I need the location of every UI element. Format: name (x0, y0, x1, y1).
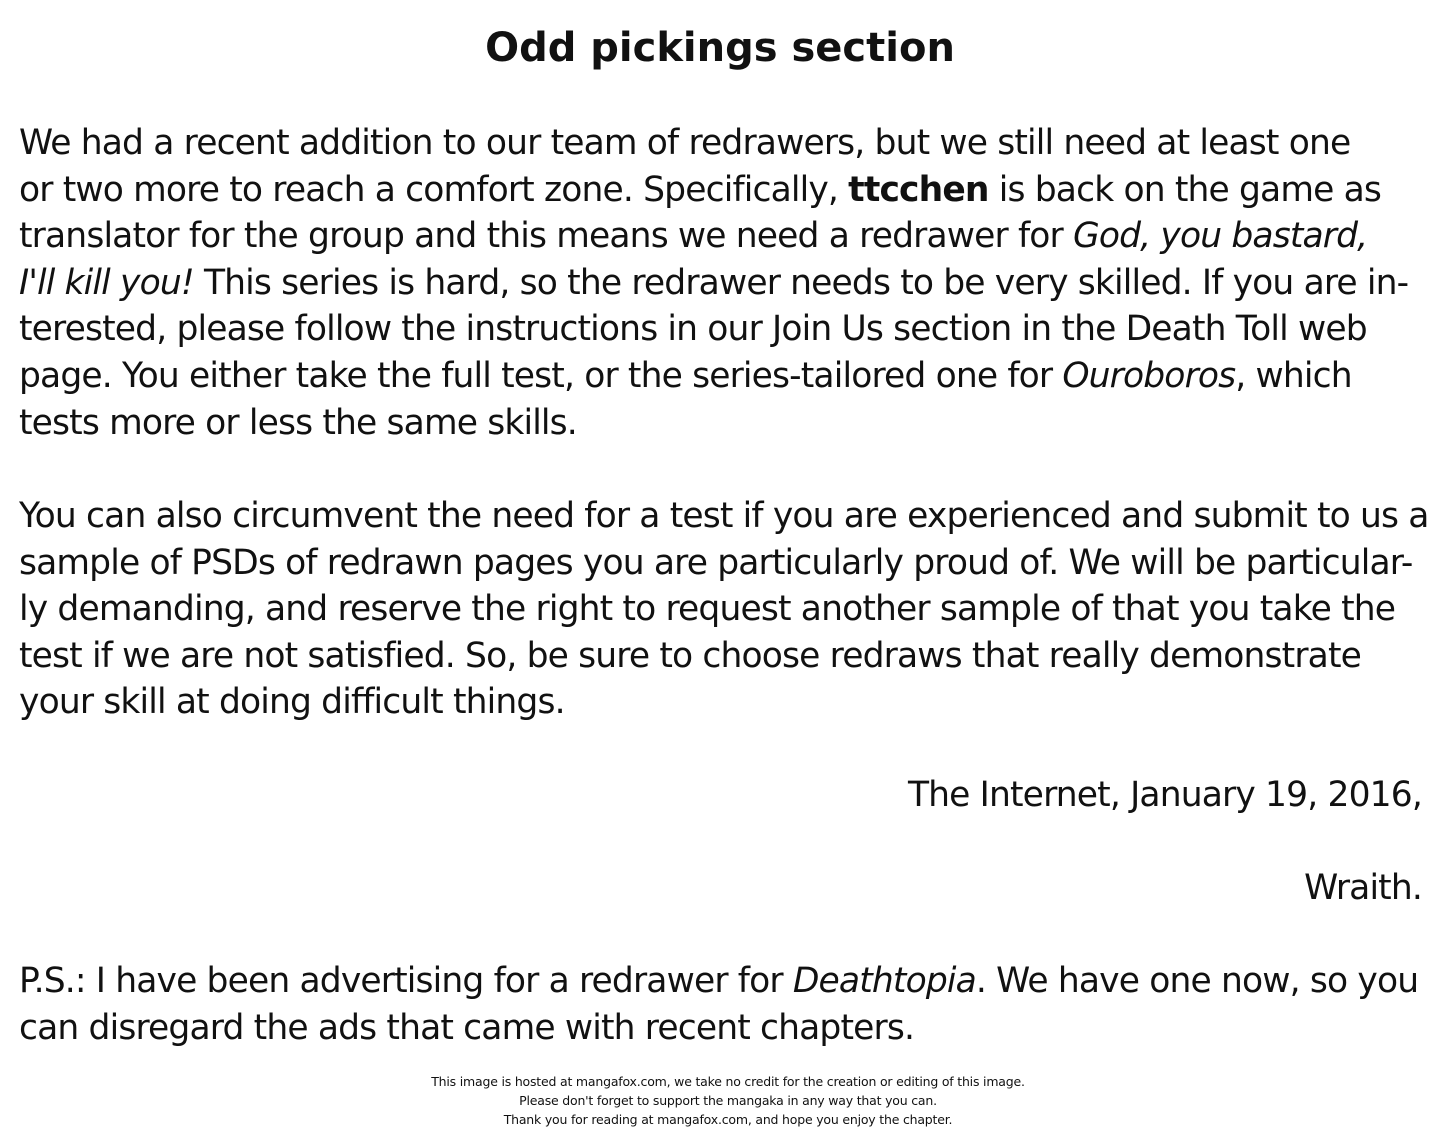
footer-line: This image is hosted at mangafox.com, we take no credit for the creation or editing of this image. (431, 1074, 1025, 1089)
paragraph-line: tests more or less the same skills. (19, 402, 577, 443)
paragraph-line: can disregard the ads that came with recent chapters. (19, 1007, 915, 1048)
paragraph-recruitment (19, 120, 1439, 446)
signoff-name: Wraith. (1304, 868, 1422, 908)
text-run: P.S.: I have been advertising for a redrawer for (19, 961, 793, 1001)
paragraph-samples (19, 493, 1439, 726)
text-run: . We have one now, so you (975, 961, 1419, 1001)
paragraph-line: sample of PSDs of redrawn pages you are particularly proud of. We will be particular- (19, 542, 1413, 583)
text-run: or two more to reach a comfort zone. Specifically, (19, 169, 849, 210)
paragraph-line (19, 353, 1439, 400)
series-title: Ouroboros (1062, 355, 1236, 396)
series-title: I'll kill you! (19, 262, 194, 303)
paragraph-line (19, 167, 1439, 214)
paragraph-line (19, 958, 1439, 1005)
series-title: Deathtopia (792, 961, 976, 1001)
signoff-place-date: The Internet, January 19, 2016, (907, 775, 1422, 815)
text-run: , which (1235, 355, 1352, 396)
text-run: is back on the game as (988, 169, 1382, 210)
paragraph-line: test if we are not satisfied. So, be sure to choose redraws that really demonstrate (19, 635, 1361, 676)
paragraph-line: terested, please follow the instructions in our Join Us section in the Death Toll web (19, 309, 1367, 350)
bold-name: ttcchen (848, 169, 989, 210)
paragraph-line: We had a recent addition to our team of redrawers, but we still need at least one (19, 123, 1351, 163)
paragraph-line (19, 260, 1439, 307)
paragraph-line: You can also circumvent the need for a test if you are experienced and submit to us a (19, 496, 1429, 536)
hosting-footer (0, 1072, 1456, 1129)
paragraph-line (19, 213, 1439, 260)
paragraph-line: ly demanding, and reserve the right to request another sample of that you take the (19, 589, 1396, 630)
series-title: God, you bastard, (1072, 216, 1368, 257)
postscript (19, 958, 1439, 1051)
text-run: page. You either take the full test, or the series-tailored one for (19, 355, 1063, 396)
text-run: translator for the group and this means we need a redrawer for (19, 216, 1073, 257)
paragraph-line: your skill at doing difficult things. (19, 682, 565, 723)
text-run: This series is hard, so the redrawer needs to be very skilled. If you are in- (193, 262, 1409, 303)
footer-line: Please don't forget to support the mangaka in any way that you can. (519, 1093, 937, 1108)
page-title: Odd pickings section (485, 25, 955, 71)
footer-line: Thank you for reading at mangafox.com, and hope you enjoy the chapter. (503, 1112, 953, 1127)
